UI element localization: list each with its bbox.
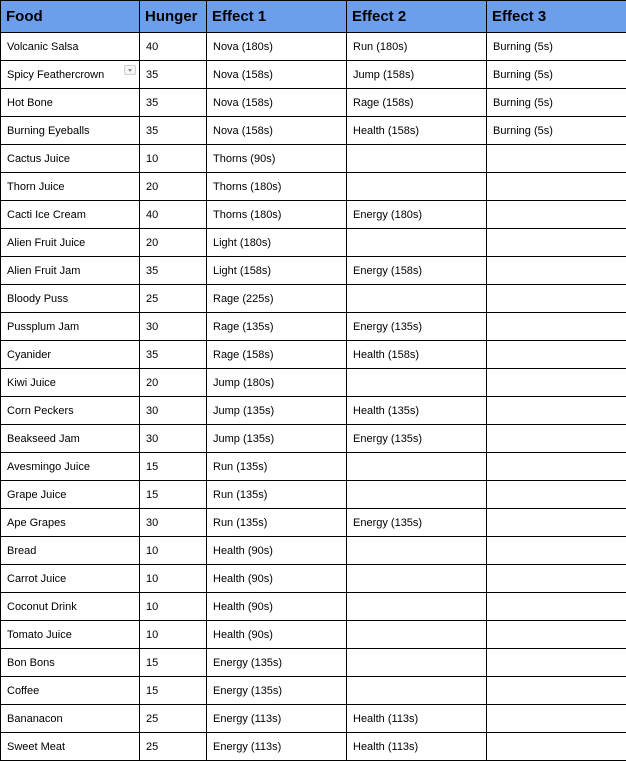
food-cell-text: Ape Grapes (7, 516, 66, 529)
effect-3-cell[interactable] (487, 733, 626, 761)
effect-1-cell[interactable] (207, 453, 347, 481)
effect-3-cell[interactable] (487, 705, 626, 733)
effect-2-cell-text: Health (135s) (353, 404, 420, 417)
table-row (1, 313, 626, 341)
effect-3-cell[interactable] (487, 565, 626, 593)
food-cell[interactable] (1, 733, 140, 761)
table-row (1, 677, 626, 705)
effect-1-cell-text: Run (135s) (213, 488, 268, 501)
hunger-cell[interactable] (140, 509, 207, 537)
hunger-cell[interactable] (140, 61, 207, 89)
effect-3-cell[interactable] (487, 453, 626, 481)
food-cell-text: Spicy Feathercrown (7, 68, 105, 81)
table-row (1, 453, 626, 481)
food-cell-text: Kiwi Juice (7, 376, 56, 389)
hunger-cell-text: 35 (146, 124, 159, 137)
table-row (1, 369, 626, 397)
hunger-cell-text: 30 (146, 432, 159, 445)
hunger-cell-text: 15 (146, 488, 159, 501)
header-effect-3[interactable]: Effect 3 (487, 1, 626, 33)
table-row (1, 565, 626, 593)
effect-1-cell-text: Nova (158s) (213, 96, 273, 109)
effect-1-cell[interactable] (207, 369, 347, 397)
effect-2-cell[interactable] (347, 201, 487, 229)
effect-1-cell[interactable] (207, 61, 347, 89)
effect-2-cell[interactable] (347, 481, 487, 509)
effect-1-cell-text: Nova (158s) (213, 68, 273, 81)
table-row (1, 145, 626, 173)
food-cell-text: Cyanider (7, 348, 52, 361)
hunger-cell[interactable] (140, 425, 207, 453)
hunger-cell[interactable] (140, 341, 207, 369)
food-cell-text: Coffee (7, 684, 40, 697)
hunger-cell[interactable] (140, 89, 207, 117)
effect-2-cell[interactable] (347, 593, 487, 621)
table-row (1, 201, 626, 229)
effect-1-cell-text: Thorns (180s) (213, 208, 282, 221)
effect-3-cell[interactable] (487, 621, 626, 649)
food-cell[interactable] (1, 229, 140, 257)
effect-1-cell-text: Light (180s) (213, 236, 272, 249)
effect-1-cell[interactable] (207, 733, 347, 761)
food-cell[interactable] (1, 649, 140, 677)
table-row (1, 425, 626, 453)
header-food[interactable]: Food (1, 1, 140, 33)
effect-1-cell-text: Health (90s) (213, 544, 273, 557)
effect-1-cell[interactable] (207, 117, 347, 145)
effect-1-cell[interactable] (207, 705, 347, 733)
hunger-cell[interactable] (140, 537, 207, 565)
effect-1-cell-text: Jump (135s) (213, 432, 275, 445)
header-effect-1[interactable]: Effect 1 (207, 1, 347, 33)
effect-2-cell[interactable] (347, 89, 487, 117)
effect-1-cell-text: Energy (135s) (213, 684, 283, 697)
hunger-cell[interactable] (140, 313, 207, 341)
hunger-cell[interactable] (140, 733, 207, 761)
effect-1-cell-text: Health (90s) (213, 572, 273, 585)
food-cell[interactable] (1, 453, 140, 481)
hunger-cell[interactable] (140, 201, 207, 229)
effect-1-cell-text: Health (90s) (213, 600, 273, 613)
hunger-cell[interactable] (140, 621, 207, 649)
food-cell[interactable] (1, 621, 140, 649)
effect-3-cell[interactable] (487, 509, 626, 537)
hunger-cell[interactable] (140, 173, 207, 201)
hunger-cell[interactable] (140, 369, 207, 397)
effect-2-cell[interactable] (347, 145, 487, 173)
effect-3-cell[interactable] (487, 425, 626, 453)
effect-2-cell[interactable] (347, 229, 487, 257)
hunger-cell-text: 25 (146, 292, 159, 305)
effect-2-cell[interactable] (347, 509, 487, 537)
effect-1-cell-text: Rage (135s) (213, 320, 274, 333)
effect-1-cell-text: Light (158s) (213, 264, 272, 277)
hunger-cell[interactable] (140, 229, 207, 257)
hunger-cell-text: 15 (146, 460, 159, 473)
effect-3-cell[interactable] (487, 33, 626, 61)
effect-2-cell[interactable] (347, 33, 487, 61)
food-cell[interactable] (1, 201, 140, 229)
effect-2-cell-text: Rage (158s) (353, 96, 414, 109)
effect-1-cell[interactable] (207, 145, 347, 173)
food-cell[interactable] (1, 509, 140, 537)
header-hunger[interactable]: Hunger (140, 1, 207, 33)
hunger-cell-text: 10 (146, 628, 159, 641)
hunger-cell-text: 10 (146, 152, 159, 165)
table-row (1, 509, 626, 537)
effect-2-cell-text: Energy (158s) (353, 264, 423, 277)
hunger-cell-text: 35 (146, 264, 159, 277)
effect-2-cell[interactable] (347, 425, 487, 453)
food-cell[interactable] (1, 705, 140, 733)
effect-3-cell-text: Burning (5s) (493, 124, 553, 137)
effect-2-cell[interactable] (347, 369, 487, 397)
food-cell[interactable] (1, 61, 140, 89)
effect-2-cell[interactable] (347, 117, 487, 145)
effect-3-cell[interactable] (487, 145, 626, 173)
food-cell-text: Thorn Juice (7, 180, 65, 193)
food-cell-text: Cactus Juice (7, 152, 70, 165)
table-row (1, 649, 626, 677)
effect-1-cell[interactable] (207, 313, 347, 341)
hunger-cell[interactable] (140, 677, 207, 705)
effect-3-cell-text: Burning (5s) (493, 40, 553, 53)
header-effect-2[interactable]: Effect 2 (347, 1, 487, 33)
effect-2-cell-text: Energy (180s) (353, 208, 423, 221)
food-cell[interactable] (1, 537, 140, 565)
effect-2-cell[interactable] (347, 621, 487, 649)
effect-2-cell-text: Health (158s) (353, 348, 420, 361)
food-cell[interactable] (1, 677, 140, 705)
food-cell[interactable] (1, 341, 140, 369)
effect-1-cell[interactable] (207, 509, 347, 537)
table-row (1, 117, 626, 145)
hunger-cell-text: 20 (146, 376, 159, 389)
effect-2-cell-text: Energy (135s) (353, 516, 423, 529)
effect-3-cell[interactable] (487, 593, 626, 621)
effect-3-cell[interactable] (487, 649, 626, 677)
food-cell[interactable] (1, 145, 140, 173)
table-row (1, 621, 626, 649)
hunger-cell-text: 10 (146, 544, 159, 557)
effect-1-cell-text: Thorns (180s) (213, 180, 282, 193)
hunger-cell-text: 40 (146, 40, 159, 53)
effect-2-cell[interactable] (347, 705, 487, 733)
hunger-cell-text: 10 (146, 572, 159, 585)
hunger-cell[interactable] (140, 565, 207, 593)
effect-3-cell[interactable] (487, 397, 626, 425)
effect-3-cell[interactable] (487, 201, 626, 229)
effect-1-cell[interactable] (207, 89, 347, 117)
food-cell-text: Carrot Juice (7, 572, 67, 585)
hunger-cell-text: 35 (146, 96, 159, 109)
food-cell-text: Hot Bone (7, 96, 53, 109)
effect-3-cell-text: Burning (5s) (493, 68, 553, 81)
effect-3-cell[interactable] (487, 229, 626, 257)
hunger-cell[interactable] (140, 593, 207, 621)
effect-3-cell[interactable] (487, 341, 626, 369)
table-row (1, 89, 626, 117)
effect-1-cell-text: Rage (158s) (213, 348, 274, 361)
food-cell-text: Bon Bons (7, 656, 55, 669)
effect-1-cell[interactable] (207, 649, 347, 677)
effect-3-cell[interactable] (487, 369, 626, 397)
effect-1-cell-text: Nova (158s) (213, 124, 273, 137)
food-cell[interactable] (1, 369, 140, 397)
effect-2-cell[interactable] (347, 677, 487, 705)
food-cell-text: Burning Eyeballs (7, 124, 90, 137)
header-row (1, 1, 626, 33)
effect-1-cell[interactable] (207, 593, 347, 621)
food-cell[interactable] (1, 173, 140, 201)
effect-1-cell[interactable] (207, 229, 347, 257)
hunger-cell[interactable] (140, 33, 207, 61)
hunger-cell-text: 40 (146, 208, 159, 221)
food-cell-text: Bananacon (7, 712, 63, 725)
food-cell-text: Beakseed Jam (7, 432, 80, 445)
hunger-cell-text: 15 (146, 656, 159, 669)
table-row (1, 229, 626, 257)
table-row (1, 173, 626, 201)
effect-1-cell[interactable] (207, 565, 347, 593)
food-cell[interactable] (1, 33, 140, 61)
effect-2-cell[interactable] (347, 61, 487, 89)
effect-2-cell-text: Run (180s) (353, 40, 408, 53)
effect-3-cell[interactable] (487, 537, 626, 565)
effect-1-cell-text: Nova (180s) (213, 40, 273, 53)
food-cell-text: Pussplum Jam (7, 320, 80, 333)
hunger-cell-text: 25 (146, 740, 159, 753)
table-row (1, 537, 626, 565)
effect-3-cell[interactable] (487, 117, 626, 145)
effect-1-cell-text: Rage (225s) (213, 292, 274, 305)
effect-2-cell[interactable] (347, 565, 487, 593)
effect-1-cell-text: Jump (135s) (213, 404, 275, 417)
table-row (1, 33, 626, 61)
effect-1-cell[interactable] (207, 621, 347, 649)
effect-2-cell[interactable] (347, 313, 487, 341)
hunger-cell-text: 20 (146, 236, 159, 249)
effect-3-cell-text: Burning (5s) (493, 96, 553, 109)
table-row (1, 397, 626, 425)
effect-2-cell[interactable] (347, 257, 487, 285)
effect-1-cell[interactable] (207, 677, 347, 705)
effect-1-cell-text: Thorns (90s) (213, 152, 276, 165)
effect-3-cell[interactable] (487, 61, 626, 89)
effect-1-cell-text: Health (90s) (213, 628, 273, 641)
table-row (1, 733, 626, 761)
effect-1-cell[interactable] (207, 257, 347, 285)
effect-3-cell[interactable] (487, 313, 626, 341)
hunger-cell-text: 20 (146, 180, 159, 193)
effect-2-cell[interactable] (347, 733, 487, 761)
effect-2-cell[interactable] (347, 173, 487, 201)
food-cell-text: Cacti Ice Cream (7, 208, 86, 221)
effect-2-cell-text: Energy (135s) (353, 320, 423, 333)
effect-1-cell-text: Energy (135s) (213, 656, 283, 669)
effect-2-cell[interactable] (347, 453, 487, 481)
food-cell-text: Bloody Puss (7, 292, 69, 305)
effect-2-cell-text: Energy (135s) (353, 432, 423, 445)
hunger-cell-text: 25 (146, 712, 159, 725)
table-row (1, 341, 626, 369)
food-cell-text: Alien Fruit Juice (7, 236, 86, 249)
effect-1-cell[interactable] (207, 537, 347, 565)
table-row (1, 61, 626, 89)
food-cell-text: Tomato Juice (7, 628, 72, 641)
effect-1-cell-text: Energy (113s) (213, 712, 282, 725)
effect-2-cell[interactable] (347, 397, 487, 425)
effect-1-cell-text: Run (135s) (213, 516, 268, 529)
effect-2-cell-text: Jump (158s) (353, 68, 415, 81)
effect-3-cell[interactable] (487, 173, 626, 201)
effect-1-cell[interactable] (207, 201, 347, 229)
food-cell-text: Avesmingo Juice (7, 460, 90, 473)
effect-2-cell-text: Health (113s) (353, 712, 419, 725)
effect-1-cell-text: Energy (113s) (213, 740, 282, 753)
food-cell-text: Corn Peckers (7, 404, 74, 417)
effect-3-cell[interactable] (487, 481, 626, 509)
hunger-cell[interactable] (140, 117, 207, 145)
effect-2-cell[interactable] (347, 537, 487, 565)
food-cell[interactable] (1, 117, 140, 145)
effect-3-cell[interactable] (487, 285, 626, 313)
table-row (1, 593, 626, 621)
food-cell[interactable] (1, 593, 140, 621)
effect-1-cell[interactable] (207, 285, 347, 313)
table-row (1, 705, 626, 733)
effect-2-cell[interactable] (347, 285, 487, 313)
hunger-cell[interactable] (140, 145, 207, 173)
hunger-cell[interactable] (140, 285, 207, 313)
table-row (1, 257, 626, 285)
effect-2-cell-text: Health (113s) (353, 740, 419, 753)
food-cell[interactable] (1, 257, 140, 285)
hunger-cell-text: 35 (146, 68, 159, 81)
hunger-cell[interactable] (140, 453, 207, 481)
food-cell[interactable] (1, 425, 140, 453)
effect-3-cell[interactable] (487, 257, 626, 285)
table-row (1, 481, 626, 509)
hunger-cell-text: 10 (146, 600, 159, 613)
food-cell-text: Bread (7, 544, 37, 557)
food-cell[interactable] (1, 89, 140, 117)
hunger-cell[interactable] (140, 257, 207, 285)
hunger-cell[interactable] (140, 705, 207, 733)
food-cell[interactable] (1, 481, 140, 509)
hunger-cell-text: 30 (146, 516, 159, 529)
food-cell-text: Volcanic Salsa (7, 40, 79, 53)
effect-3-cell[interactable] (487, 89, 626, 117)
hunger-cell-text: 15 (146, 684, 159, 697)
hunger-cell[interactable] (140, 397, 207, 425)
effect-1-cell[interactable] (207, 173, 347, 201)
food-cell[interactable] (1, 565, 140, 593)
food-cell-text: Coconut Drink (7, 600, 77, 613)
effect-2-cell-text: Health (158s) (353, 124, 420, 137)
effect-1-cell-text: Run (135s) (213, 460, 268, 473)
food-cell-text: Alien Fruit Jam (7, 264, 81, 277)
food-cell-text: Grape Juice (7, 488, 67, 501)
hunger-cell[interactable] (140, 481, 207, 509)
effect-1-cell[interactable] (207, 341, 347, 369)
hunger-cell-text: 30 (146, 404, 159, 417)
food-cell[interactable] (1, 397, 140, 425)
table-row (1, 285, 626, 313)
effect-2-cell[interactable] (347, 649, 487, 677)
hunger-cell-text: 30 (146, 320, 159, 333)
food-cell[interactable] (1, 313, 140, 341)
hunger-cell-text: 35 (146, 348, 159, 361)
food-cell[interactable] (1, 285, 140, 313)
food-cell-text: Sweet Meat (7, 740, 66, 753)
effect-2-cell[interactable] (347, 341, 487, 369)
chevron-down-icon[interactable] (124, 65, 136, 75)
effect-1-cell-text: Jump (180s) (213, 376, 275, 389)
hunger-cell[interactable] (140, 649, 207, 677)
effect-1-cell[interactable] (207, 33, 347, 61)
effect-1-cell[interactable] (207, 425, 347, 453)
effect-3-cell[interactable] (487, 677, 626, 705)
effect-1-cell[interactable] (207, 481, 347, 509)
effect-1-cell[interactable] (207, 397, 347, 425)
